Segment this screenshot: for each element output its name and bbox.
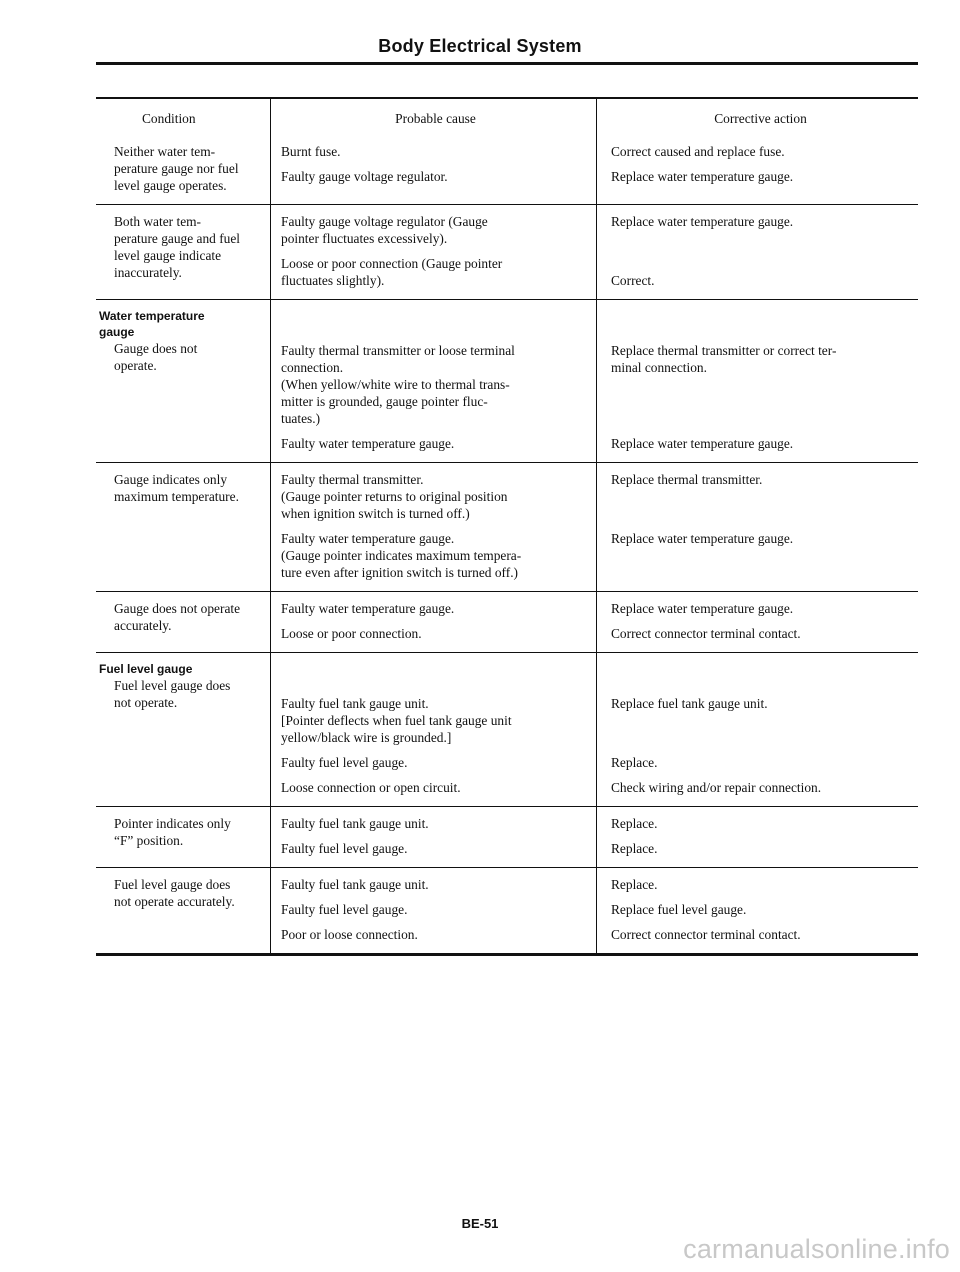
corrective-action-cell: [596, 300, 918, 462]
cause-line: Faulty fuel tank gauge unit.: [281, 696, 429, 711]
action-entry: [611, 143, 910, 160]
condition-cell: [96, 300, 270, 462]
action-line: [611, 712, 910, 729]
condition-line: Gauge does not: [114, 341, 198, 356]
cause-line: when ignition switch is turned off.): [281, 506, 470, 521]
cause-entry: [281, 876, 590, 893]
action-entry: [611, 530, 910, 547]
probable-cause-cell: [270, 653, 596, 806]
corrective-action-cell: [596, 653, 918, 806]
column-header-condition: Condition: [142, 111, 196, 126]
cause-line: Faulty thermal transmitter or loose terminal: [281, 343, 515, 358]
condition-line: Fuel level gauge does: [114, 877, 231, 892]
action-line: minal connection.: [611, 360, 707, 375]
cause-entry: [281, 255, 590, 289]
action-line: [611, 230, 910, 247]
action-entry: [611, 213, 910, 264]
condition-text: [101, 213, 266, 281]
probable-cause-cell: [270, 868, 596, 953]
page-number: BE-51: [461, 1216, 499, 1231]
column-header-probable-cause: Probable cause: [270, 99, 596, 135]
cause-entry: [281, 926, 590, 943]
column-header-corrective-action: Corrective action: [596, 99, 918, 135]
action-line: Replace water temperature gauge.: [611, 531, 794, 546]
corrective-action-cell: [596, 135, 918, 204]
group-spacer: [281, 661, 590, 695]
cause-line: Loose connection or open circuit.: [281, 780, 461, 795]
condition-line: inaccurately.: [114, 265, 182, 280]
cause-entry: [281, 815, 590, 832]
cause-line: [Pointer deflects when fuel tank gauge unit: [281, 713, 512, 728]
cause-entry: [281, 695, 590, 746]
action-line: [611, 488, 910, 505]
condition-cell: [96, 463, 270, 591]
condition-line: Neither water tem-: [114, 144, 216, 159]
condition-line: maximum temperature.: [114, 489, 239, 504]
cause-entry: [281, 840, 590, 857]
cause-line: Faulty water temperature gauge.: [281, 601, 455, 616]
action-line: Replace water temperature gauge.: [611, 436, 794, 451]
corrective-action-cell: [596, 463, 918, 591]
action-line: [611, 393, 910, 410]
action-line: Replace fuel level gauge.: [611, 902, 747, 917]
cause-line: Faulty gauge voltage regulator (Gauge: [281, 214, 488, 229]
cause-line: (Gauge pointer returns to original position: [281, 489, 508, 504]
condition-cell: [96, 807, 270, 867]
cause-entry: [281, 143, 590, 160]
group-title: Water temperature: [99, 309, 205, 323]
action-line: Correct caused and replace fuse.: [611, 144, 785, 159]
cause-line: Poor or loose connection.: [281, 927, 418, 942]
cause-line: Loose or poor connection (Gauge pointer: [281, 256, 503, 271]
cause-entry: [281, 901, 590, 918]
condition-text: [101, 143, 266, 194]
table-body: [96, 135, 918, 953]
condition-cell: [96, 135, 270, 204]
action-entry: [611, 926, 910, 943]
action-entry: [611, 435, 910, 452]
cause-line: (When yellow/white wire to thermal trans-: [281, 377, 510, 392]
page-title: Body Electrical System: [378, 36, 582, 56]
table-row: [96, 299, 918, 462]
cause-line: fluctuates slightly).: [281, 273, 385, 288]
action-entry: [611, 779, 910, 796]
cause-line: Faulty fuel level gauge.: [281, 902, 408, 917]
cause-line: connection.: [281, 360, 344, 375]
action-line: Replace water temperature gauge.: [611, 601, 794, 616]
header-rule: [96, 62, 918, 65]
cause-entry: [281, 530, 590, 581]
action-line: Replace fuel tank gauge unit.: [611, 696, 768, 711]
corrective-action-cell: [596, 868, 918, 953]
condition-text: [101, 876, 266, 910]
action-entry: [611, 695, 910, 746]
group-title: gauge: [99, 325, 135, 339]
cause-entry: [281, 625, 590, 642]
cause-entry: [281, 435, 590, 452]
action-line: [611, 376, 910, 393]
action-line: Replace.: [611, 841, 658, 856]
table-row: [96, 462, 918, 591]
condition-line: perature gauge and fuel: [114, 231, 241, 246]
condition-text: [101, 815, 266, 849]
action-entry: [611, 272, 910, 289]
condition-line: not operate accurately.: [114, 894, 235, 909]
condition-line: “F” position.: [114, 833, 184, 848]
cause-entry: [281, 213, 590, 247]
table-row: [96, 591, 918, 652]
corrective-action-cell: [596, 592, 918, 652]
action-line: Correct connector terminal contact.: [611, 927, 801, 942]
action-line: [611, 247, 910, 264]
condition-line: Gauge indicates only: [114, 472, 228, 487]
action-entry: [611, 168, 910, 185]
cause-line: Faulty gauge voltage regulator.: [281, 169, 448, 184]
action-line: Replace.: [611, 816, 658, 831]
cause-line: ture even after ignition switch is turned off.): [281, 565, 518, 580]
cause-line: pointer fluctuates excessively).: [281, 231, 448, 246]
cause-entry: [281, 471, 590, 522]
action-line: Replace thermal transmitter or correct ter-: [611, 343, 837, 358]
action-line: [611, 729, 910, 746]
action-line: Replace.: [611, 755, 658, 770]
table-row: [96, 806, 918, 867]
table-row: [96, 135, 918, 204]
cause-line: Faulty thermal transmitter.: [281, 472, 424, 487]
cause-line: Faulty water temperature gauge.: [281, 436, 455, 451]
table-row: [96, 867, 918, 953]
action-entry: [611, 600, 910, 617]
table-row: [96, 204, 918, 299]
table-header-row: [96, 99, 918, 135]
condition-cell: [96, 868, 270, 953]
watermark-text: carmanualsonline.info: [683, 1234, 950, 1264]
cause-line: Faulty water temperature gauge.: [281, 531, 455, 546]
condition-line: level gauge operates.: [114, 178, 227, 193]
action-line: Replace thermal transmitter.: [611, 472, 763, 487]
condition-line: Both water tem-: [114, 214, 202, 229]
action-entry: [611, 876, 910, 893]
probable-cause-cell: [270, 135, 596, 204]
action-entry: [611, 625, 910, 642]
group-spacer: [281, 308, 590, 342]
action-line: Replace.: [611, 877, 658, 892]
table-row: [96, 652, 918, 806]
action-line: Replace water temperature gauge.: [611, 214, 794, 229]
action-line: Correct.: [611, 273, 655, 288]
condition-cell: [96, 592, 270, 652]
action-entry: [611, 471, 910, 522]
group-spacer: [611, 308, 910, 342]
cause-line: Faulty fuel tank gauge unit.: [281, 816, 429, 831]
cause-entry: [281, 600, 590, 617]
cause-entry: [281, 168, 590, 185]
cause-line: Faulty fuel level gauge.: [281, 755, 408, 770]
condition-line: Fuel level gauge does: [114, 678, 231, 693]
cause-line: (Gauge pointer indicates maximum tempera-: [281, 548, 522, 563]
condition-text: [101, 471, 266, 505]
cause-entry: [281, 779, 590, 796]
action-entry: [611, 754, 910, 771]
cause-line: Loose or poor connection.: [281, 626, 422, 641]
condition-line: Gauge does not operate: [114, 601, 241, 616]
condition-line: perature gauge nor fuel: [114, 161, 239, 176]
action-line: [611, 505, 910, 522]
condition-text: [101, 600, 266, 634]
action-entry: [611, 342, 910, 427]
corrective-action-cell: [596, 807, 918, 867]
cause-entry: [281, 754, 590, 771]
condition-line: accurately.: [114, 618, 172, 633]
condition-text: [101, 677, 266, 711]
action-line: Correct connector terminal contact.: [611, 626, 801, 641]
condition-cell: [96, 653, 270, 806]
condition-line: not operate.: [114, 695, 178, 710]
corrective-action-cell: [596, 205, 918, 299]
cause-line: yellow/black wire is grounded.]: [281, 730, 452, 745]
condition-line: level gauge indicate: [114, 248, 222, 263]
probable-cause-cell: [270, 463, 596, 591]
condition-line: Pointer indicates only: [114, 816, 231, 831]
group-spacer: [611, 661, 910, 695]
action-line: Check wiring and/or repair connection.: [611, 780, 822, 795]
action-line: [611, 410, 910, 427]
probable-cause-cell: [270, 300, 596, 462]
condition-line: operate.: [114, 358, 157, 373]
cause-line: Burnt fuse.: [281, 144, 341, 159]
cause-line: mitter is grounded, gauge pointer fluc-: [281, 394, 488, 409]
action-entry: [611, 840, 910, 857]
cause-entry: [281, 342, 590, 427]
action-entry: [611, 901, 910, 918]
probable-cause-cell: [270, 807, 596, 867]
troubleshooting-table: [96, 97, 918, 956]
group-title: Fuel level gauge: [99, 662, 193, 676]
condition-cell: [96, 205, 270, 299]
probable-cause-cell: [270, 205, 596, 299]
cause-line: Faulty fuel tank gauge unit.: [281, 877, 429, 892]
condition-text: [101, 340, 266, 374]
cause-line: tuates.): [281, 411, 321, 426]
cause-line: Faulty fuel level gauge.: [281, 841, 408, 856]
probable-cause-cell: [270, 592, 596, 652]
action-entry: [611, 815, 910, 832]
action-line: Replace water temperature gauge.: [611, 169, 794, 184]
